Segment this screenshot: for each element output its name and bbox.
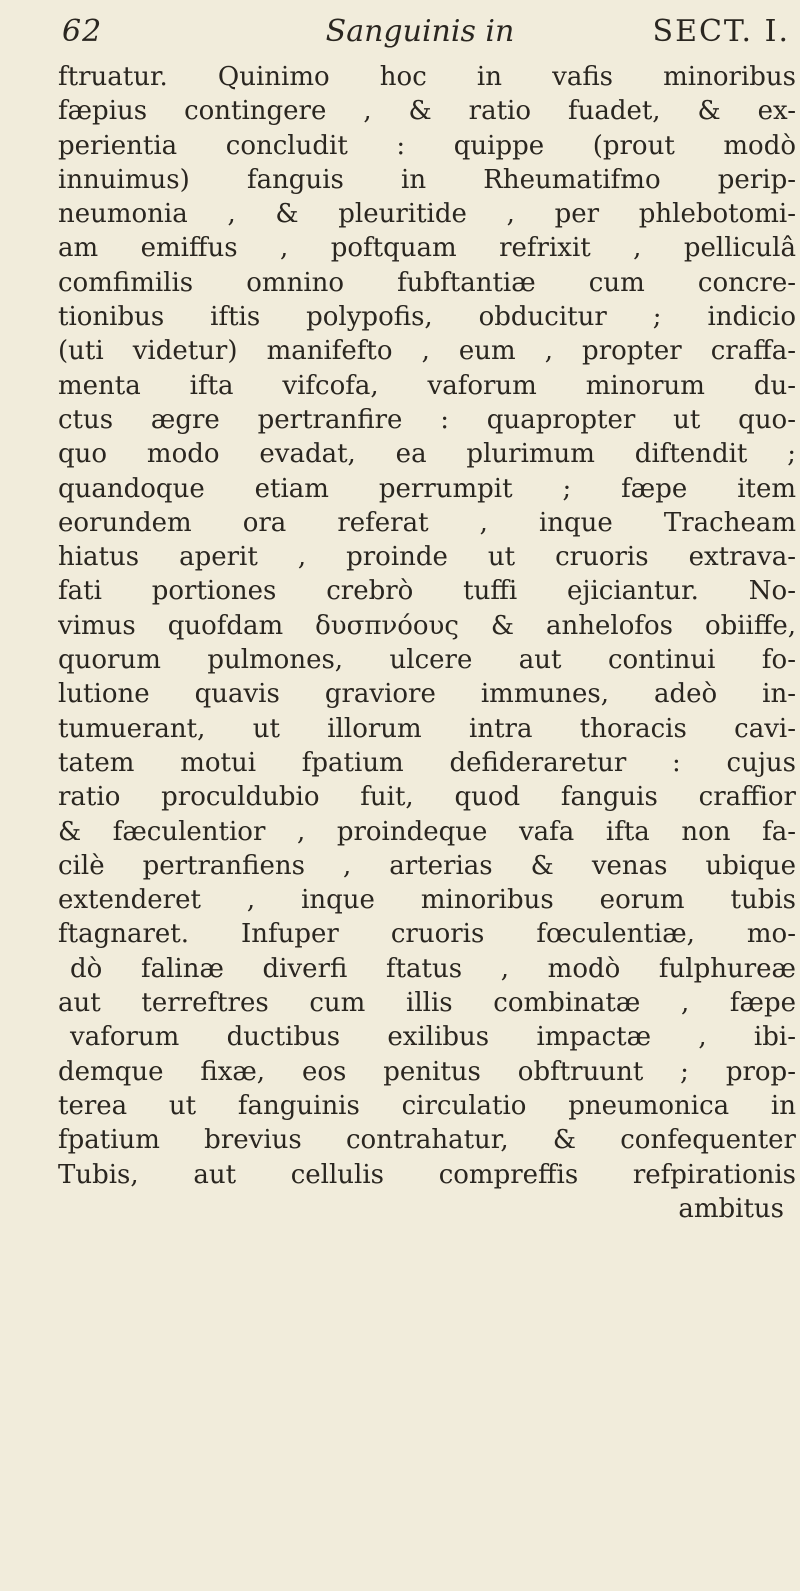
page-header bbox=[0, 0, 800, 60]
text-body bbox=[58, 60, 796, 1226]
text-line: (uti videtur) manifefto , eum , propter craffa- bbox=[58, 336, 796, 367]
text-line: cilè pertranfiens , arterias & venas ubique bbox=[58, 850, 796, 881]
text-line: innuimus) fanguis in Rheumatifmo perip- bbox=[58, 164, 796, 195]
text-line: aut terreftres cum illis combinatæ , fæpe bbox=[58, 988, 796, 1019]
text-line: dò falinæ diverfi ftatus , modò fulphureæ bbox=[70, 953, 796, 984]
text-line: vaforum ductibus exilibus impactæ , ibi- bbox=[70, 1022, 796, 1053]
text-line: neumonia , & pleuritide , per phlebotomi- bbox=[58, 199, 796, 230]
text-line: tionibus iftis polypofis, obducitur ; indicio bbox=[58, 302, 796, 333]
text-line: fpatium brevius contrahatur, & confequenter bbox=[58, 1125, 796, 1156]
text-line: eorundem ora referat , inque Tracheam bbox=[58, 507, 796, 538]
text-line: ratio proculdubio fuit, quod fanguis craffior bbox=[58, 782, 796, 813]
text-line: ftagnaret. Infuper cruoris fœculentiæ, mo- bbox=[58, 919, 796, 950]
text-line: fæpius contingere , & ratio fuadet, & ex- bbox=[58, 96, 796, 127]
text-line: menta ifta vifcofa, vaforum minorum du- bbox=[58, 370, 796, 401]
text-line: terea ut fanguinis circulatio pneumonica in bbox=[58, 1090, 796, 1121]
text-line: comfimilis omnino fubftantiæ cum concre- bbox=[58, 267, 796, 298]
text-line: ctus ægre pertranfire : quapropter ut quo- bbox=[58, 404, 796, 435]
text-line: & fæculentior , proindeque vafa ifta non fa- bbox=[58, 816, 796, 847]
text-line: hiatus aperit , proinde ut cruoris extrava- bbox=[58, 542, 796, 573]
text-line: am emiffus , poftquam refrixit , pelliculâ bbox=[58, 233, 796, 264]
text-line: lutione quavis graviore immunes, adeò in- bbox=[58, 679, 796, 710]
catchword: ambitus bbox=[678, 1193, 784, 1224]
text-line: ftruatur. Quinimo hoc in vafis minoribus bbox=[58, 62, 796, 92]
text-line: demque fixæ, eos penitus obftruunt ; prop- bbox=[58, 1056, 796, 1087]
text-line: extenderet , inque minoribus eorum tubis bbox=[58, 885, 796, 916]
text-line: fati portiones crebrò tuffi ejiciantur. No- bbox=[58, 576, 796, 607]
text-line: vimus quofdam δυσπνόους & anhelofos obiiffe, bbox=[58, 610, 796, 641]
text-line: tatem motui fpatium defideraretur : cujus bbox=[58, 747, 796, 778]
text-line: quandoque etiam perrumpit ; fæpe item bbox=[58, 473, 796, 504]
text-line: quo modo evadat, ea plurimum diftendit ; bbox=[58, 439, 796, 470]
section-label: SECT. I. bbox=[652, 14, 790, 49]
text-line: perientia concludit : quippe (prout modò bbox=[58, 130, 796, 161]
text-line: quorum pulmones, ulcere aut continui fo- bbox=[58, 645, 796, 676]
running-title: Sanguinis in bbox=[325, 14, 515, 49]
page-number: 62 bbox=[62, 14, 103, 49]
text-line: tumuerant, ut illorum intra thoracis cavi- bbox=[58, 713, 796, 744]
text-line: Tubis, aut cellulis compreffis refpirationis bbox=[58, 1159, 796, 1190]
